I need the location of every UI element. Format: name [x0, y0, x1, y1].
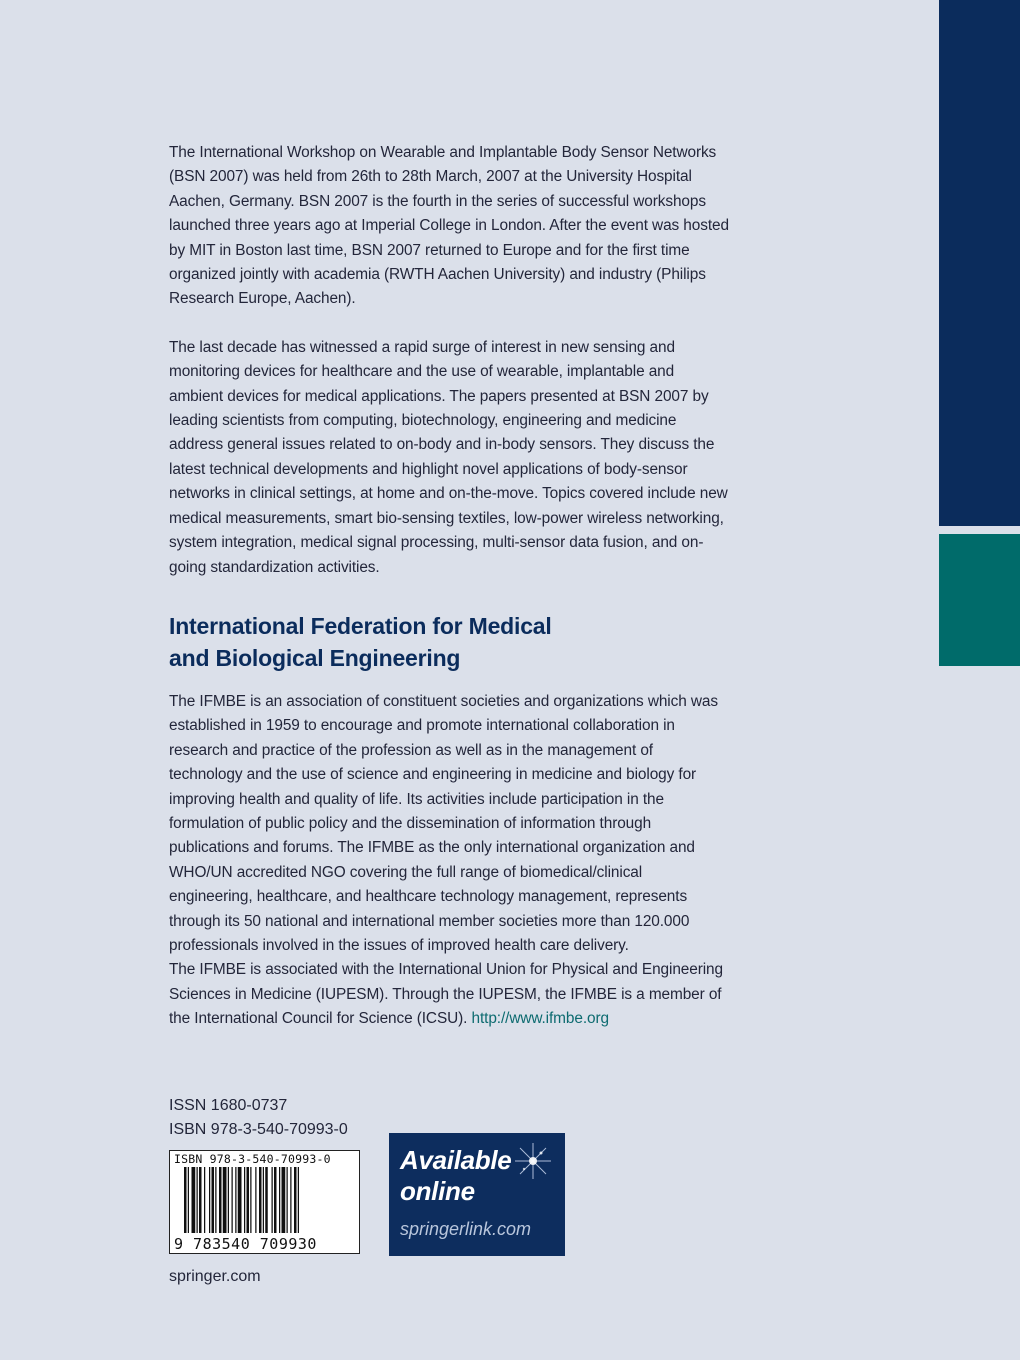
ifmbe-heading [169, 610, 729, 674]
side-bar-navy [939, 0, 1020, 526]
identifier-block [169, 1094, 348, 1142]
available-text: Available [400, 1145, 512, 1175]
publisher-url[interactable]: springer.com [169, 1268, 261, 1285]
intro-paragraph-1: The International Workshop on Wearable and Implantable Body Sensor Networks (BSN 2007) was held from 26th to 28th March, 2007 at the University Hospital Aachen, Germany. BSN 2007 is the fourth in the series of successful workshops launched three years ago at Imperial College in London. After the event was hosted by MIT in Boston last time, BSN 2007 returned to Europe and for the first time organized jointly with academia (RWTH Aachen University) and industry (Philips Research Europe, Aachen). [169, 144, 729, 308]
ifmbe-heading-line-1: International Federation for Medical [169, 612, 552, 639]
barcode-top-text: ISBN 978-3-540-70993-0 [174, 1152, 331, 1166]
ifmbe-paragraph-2 [169, 958, 729, 1031]
intro-paragraph-2: The last decade has witnessed a rapid surge of interest in new sensing and monitoring devices for healthcare and the use of wearable, implantable and ambient devices for medical applications. The papers presented at BSN 2007 by leading scientists from computing, biotechnology, engineering and medicine address general issues related to on-body and in-body sensors. They discuss the latest technical developments and highlight novel applications of body-sensor networks in clinical settings, at home and on-the-move. Topics covered include new medical measurements, smart bio-sensing textiles, low-power wireless networking, system integration, medical signal processing, multi-sensor data fusion, and on-going standardization activities. [169, 338, 728, 576]
ifmbe-link[interactable]: http://www.ifmbe.org [471, 1010, 609, 1028]
back-cover-text [169, 141, 729, 1032]
barcode-bars [184, 1167, 346, 1233]
sparkle-icon [511, 1141, 555, 1181]
springerlink-url[interactable]: springerlink.com [400, 1219, 532, 1239]
ifmbe-heading-line-2: and Biological Engineering [169, 644, 461, 671]
ifmbe-paragraph-2-text: The IFMBE is associated with the International Union for Physical and Engineering Sciences in Medicine (IUPESM). Through the IUPESM, the IFMBE is a member of the International Council for Science (ICSU). [169, 961, 723, 1028]
online-text: online [400, 1176, 475, 1206]
available-online-badge[interactable] [389, 1133, 565, 1256]
barcode-bottom-text: 9 783540 709930 [174, 1235, 317, 1253]
side-bar-teal [939, 534, 1020, 666]
isbn-barcode [169, 1150, 360, 1254]
issn-text: ISSN 1680-0737 [169, 1097, 288, 1114]
isbn-text: ISBN 978-3-540-70993-0 [169, 1121, 348, 1138]
ifmbe-paragraph-1: The IFMBE is an association of constituent societies and organizations which was established in 1959 to encourage and promote international collaboration in research and practice of the profession as well as in the management of technology and the use of science and engineering in medicine and biology for improving health and quality of life. Its activities include participation in the formulation of public policy and the dissemination of information through publications and forums. The IFMBE as the only international organization and WHO/UN accredited NGO covering the full range of biomedical/clinical engineering, healthcare, and healthcare technology management, represents through its 50 national and international member societies more than 120.000 professionals involved in the issues of improved health care delivery. [169, 692, 718, 954]
